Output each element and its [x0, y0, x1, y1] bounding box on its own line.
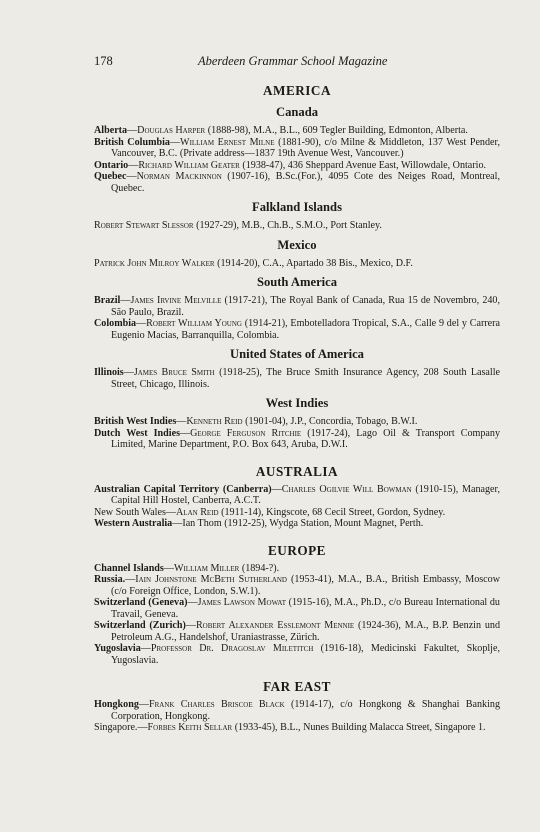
entry-details: (1912-25), Wydga Station, Mount Magnet, Perth. — [221, 518, 424, 529]
directory-entry: Ontario—Richard William Geater (1938-47), 436 Sheppard Avenue East, Willowdale, Ontario. — [94, 159, 487, 171]
entry-region: Quebec — [94, 171, 127, 182]
directory-entry: Singapore.—Forbes Keith Sellar (1933-45), B.L., Nunes Building Malacca Street, Singapore 1. — [94, 722, 486, 733]
directory-entry: Brazil—James Irvine Melville (1917-21), The Royal Bank of Canada, Rua 15 de Novembro, 240, São Paulo, Brazil. — [94, 295, 500, 318]
entry-region: Switzerland (Geneva) — [94, 597, 188, 608]
entry-name: Alan Reid — [176, 506, 219, 518]
entry-details: (1907-16), B.Sc.(For.), 4095 Cote des Neiges Road, Montreal, Quebec. — [111, 171, 500, 194]
entry-details: (1914-21), Embotelladora Tropical, S.A., Calle 9 del y Carrera Eugenio Macias, Barranquilla, Colombia. — [111, 318, 500, 341]
directory-entry: Colombia—Robert William Young (1914-21), Embotelladora Tropical, S.A., Calle 9 del y Carrera Eugenio Macias, Barranquilla, Colombia. — [94, 318, 500, 341]
entry-name: Richard William Geater — [138, 159, 240, 171]
entry-region: Switzerland (Zurich) — [94, 620, 186, 631]
entry-region: Dutch West Indies — [94, 427, 180, 439]
directory-entry: Alberta—Douglas Harper (1888-98), M.A., B.L., 609 Tegler Building, Edmonton, Alberta. — [94, 125, 468, 136]
subheading-mexico: Mexico — [277, 237, 317, 252]
section-heading-europe: EUROPE — [268, 542, 326, 558]
entry-region: Channel Islands — [94, 562, 164, 574]
entry-name: Forbes Keith Sellar — [147, 722, 233, 733]
entry-name: James Lawson Mowat — [197, 597, 286, 608]
subheading-united-states-of-america: United States of America — [230, 347, 364, 361]
entry-details: (1894-?). — [239, 562, 280, 574]
entry-name: Norman Mackinnon — [136, 171, 222, 182]
entry-region: Hongkong — [94, 699, 139, 710]
entry-name: Kenneth Reid — [186, 416, 243, 427]
entry-details: (1911-14), Kingscote, 68 Cecil Street, Gordon, Sydney. — [218, 506, 446, 518]
entry-details: (1918-25), The Bruce Smith Insurance Agency, 208 South Lasalle Street, Chicago, Illinois. — [111, 367, 501, 390]
directory-entry: Quebec—Norman Mackinnon (1907-16), B.Sc.(For.), 4095 Cote des Neiges Road, Montreal, Quebec. — [94, 171, 500, 194]
directory-entry: Channel Islands—William Miller (1894-?). — [94, 562, 280, 574]
entry-details: (1888-98), M.A., B.L., 609 Tegler Building, Edmonton, Alberta. — [205, 125, 468, 136]
entry-region: Singapore. — [94, 722, 138, 733]
directory-entry: Yugoslavia—Professor Dr. Dragoslav Miletitch (1916-18), Medicinski Fakultet, Skoplje, Yugoslavia. — [94, 643, 500, 666]
entry-region: Colombia — [94, 318, 137, 329]
entry-details: (1910-15), Manager, Capital Hill Hostel, Canberra, A.C.T. — [111, 483, 500, 506]
entry-region: British Columbia — [94, 136, 170, 148]
entry-details: (1933-45), B.L., Nunes Building Malacca Street, Singapore 1. — [232, 722, 486, 733]
entry-region: New South Wales — [94, 506, 166, 518]
entry-name: Ian Thom — [182, 518, 222, 529]
entry-region: Western Australia — [94, 518, 173, 529]
directory-entry: British West Indies—Kenneth Reid (1901-04), J.P., Concordia, Tobago, B.W.I. — [94, 416, 418, 427]
entry-name: James Bruce Smith — [133, 367, 215, 378]
section-heading-america: AMERICA — [263, 83, 331, 98]
entry-region: British West Indies — [94, 416, 177, 427]
entry-details: (1901-04), J.P., Concordia, Tobago, B.W.I. — [242, 416, 418, 427]
entry-name: William Ernest Milne — [180, 136, 275, 148]
section-heading-far-east: FAR EAST — [263, 679, 331, 694]
page-number: 178 — [94, 54, 113, 68]
directory-entry: Western Australia—Ian Thom (1912-25), Wydga Station, Mount Magnet, Perth. — [94, 518, 424, 529]
entry-name: William Miller — [173, 562, 240, 574]
directory-entry: Switzerland (Geneva)—James Lawson Mowat (1915-16), M.A., Ph.D., c/o Bureau International du Travail, Geneva. — [94, 597, 500, 620]
entry-details: (1915-16), M.A., Ph.D., c/o Bureau International du Travail, Geneva. — [111, 597, 500, 620]
magazine-title: Aberdeen Grammar School Magazine — [198, 54, 388, 68]
directory-entry — [94, 258, 500, 270]
directory-entry: Hongkong—Frank Charles Briscoe Black (1914-17), c/o Hongkong & Shanghai Banking Corporation, Hongkong. — [94, 699, 500, 722]
subheading-south-america: South America — [256, 275, 338, 289]
section-heading-australia: AUSTRALIA — [255, 463, 339, 479]
entry-region: Russia. — [94, 574, 126, 585]
directory-entry — [94, 220, 500, 232]
subheading-falkland-islands: Falkland Islands — [252, 200, 342, 214]
directory-entry: Australian Capital Territory (Canberra)—Charles Ogilvie Will Bowman (1910-15), Manager, Capital Hill Hostel, Canberra, A.C.T. — [94, 483, 500, 506]
entry-details: (1917-21), The Royal Bank of Canada, Rua 15 de Novembro, 240, São Paulo, Brazil. — [111, 295, 500, 318]
entry-region: Yugoslavia — [94, 643, 141, 654]
subheading-west-indies: West Indies — [265, 396, 329, 410]
entry-details: (1938-47), 436 Sheppard Avenue East, Willowdale, Ontario. — [239, 159, 487, 171]
entry-details: (1916-18), Medicinski Fakultet, Skoplje, Yugoslavia. — [111, 643, 500, 666]
entry-details: (1914-17), c/o Hongkong & Shanghai Banking Corporation, Hongkong. — [111, 699, 500, 722]
entry-name: Iain Johnstone McBeth Sutherland — [135, 574, 287, 585]
entry-name: Robert Alexander Esslemont Mennie — [195, 620, 355, 631]
directory-entry: Illinois—James Bruce Smith (1918-25), The Bruce Smith Insurance Agency, 208 South Lasalle Street, Chicago, Illinois. — [94, 367, 501, 390]
directory-body — [94, 78, 500, 742]
subheading-canada: Canada — [276, 105, 318, 119]
entry-region: Ontario — [94, 159, 129, 171]
entry-name: Robert Stewart Slessor — [94, 220, 194, 231]
entry-name: Patrick John Milroy Walker — [94, 257, 215, 269]
entry-name: Robert William Young — [146, 318, 242, 329]
directory-entry: New South Wales—Alan Reid (1911-14), Kingscote, 68 Cecil Street, Gordon, Sydney. — [94, 506, 446, 518]
entry-details: (1914-20), C.A., Apartado 38 Bis., Mexico, D.F. — [214, 257, 413, 269]
entry-name: James Irvine Melville — [130, 295, 222, 306]
entry-name: George Ferguson Ritchie — [190, 427, 302, 439]
entry-details: (1927-29), M.B., Ch.B., S.M.O., Port Stanley. — [193, 220, 382, 231]
entry-name: Charles Ogilvie Will Bowman — [281, 483, 412, 495]
running-head — [94, 53, 454, 69]
entry-details: (1917-24), Lago Oil & Transport Company Limited, Marine Department, P.O. Box 643, Aruba, D.W.I. — [111, 427, 500, 450]
entry-region: Australian Capital Territory (Canberra) — [94, 483, 272, 495]
entry-region: Alberta — [94, 125, 128, 136]
directory-entry: Switzerland (Zurich)—Robert Alexander Esslemont Mennie (1924-36), M.A., B.P. Benzin und Petroleum A.G., Handelshof, Uraniastrasse, Zürich. — [94, 620, 500, 643]
entry-details: (1924-36), M.A., B.P. Benzin und Petroleum A.G., Handelshof, Uraniastrasse, Zürich. — [111, 620, 500, 643]
entry-name: Professor Dr. Dragoslav Miletitch — [150, 643, 314, 654]
entry-region: Illinois — [94, 367, 124, 378]
entry-name: Frank Charles Briscoe Black — [148, 699, 285, 710]
directory-entry: Russia.—Iain Johnstone McBeth Sutherland (1953-41), M.A., B.A., British Embassy, Moscow (c/o Foreign Office, London, S.W.1). — [94, 574, 500, 597]
entry-name: Douglas Harper — [137, 125, 206, 136]
directory-entry: Dutch West Indies—George Ferguson Ritchie (1917-24), Lago Oil & Transport Company Limited, Marine Department, P.O. Box 643, Aruba, D.W.I. — [94, 427, 500, 450]
entry-details: (1881-90), c/o Milne & Middleton, 137 West Pender, Vancouver, B.C. (Private address—1837 19th Avenue West, Vancouver.) — [111, 136, 500, 159]
entry-details: (1953-41), M.A., B.A., British Embassy, Moscow (c/o Foreign Office, London, S.W.1). — [111, 574, 500, 597]
entry-region: Brazil — [94, 295, 121, 306]
directory-entry: British Columbia—William Ernest Milne (1881-90), c/o Milne & Middleton, 137 West Pender, Vancouver, B.C. (Private address—1837 19th Avenue West, Vancouver.) — [94, 136, 500, 159]
